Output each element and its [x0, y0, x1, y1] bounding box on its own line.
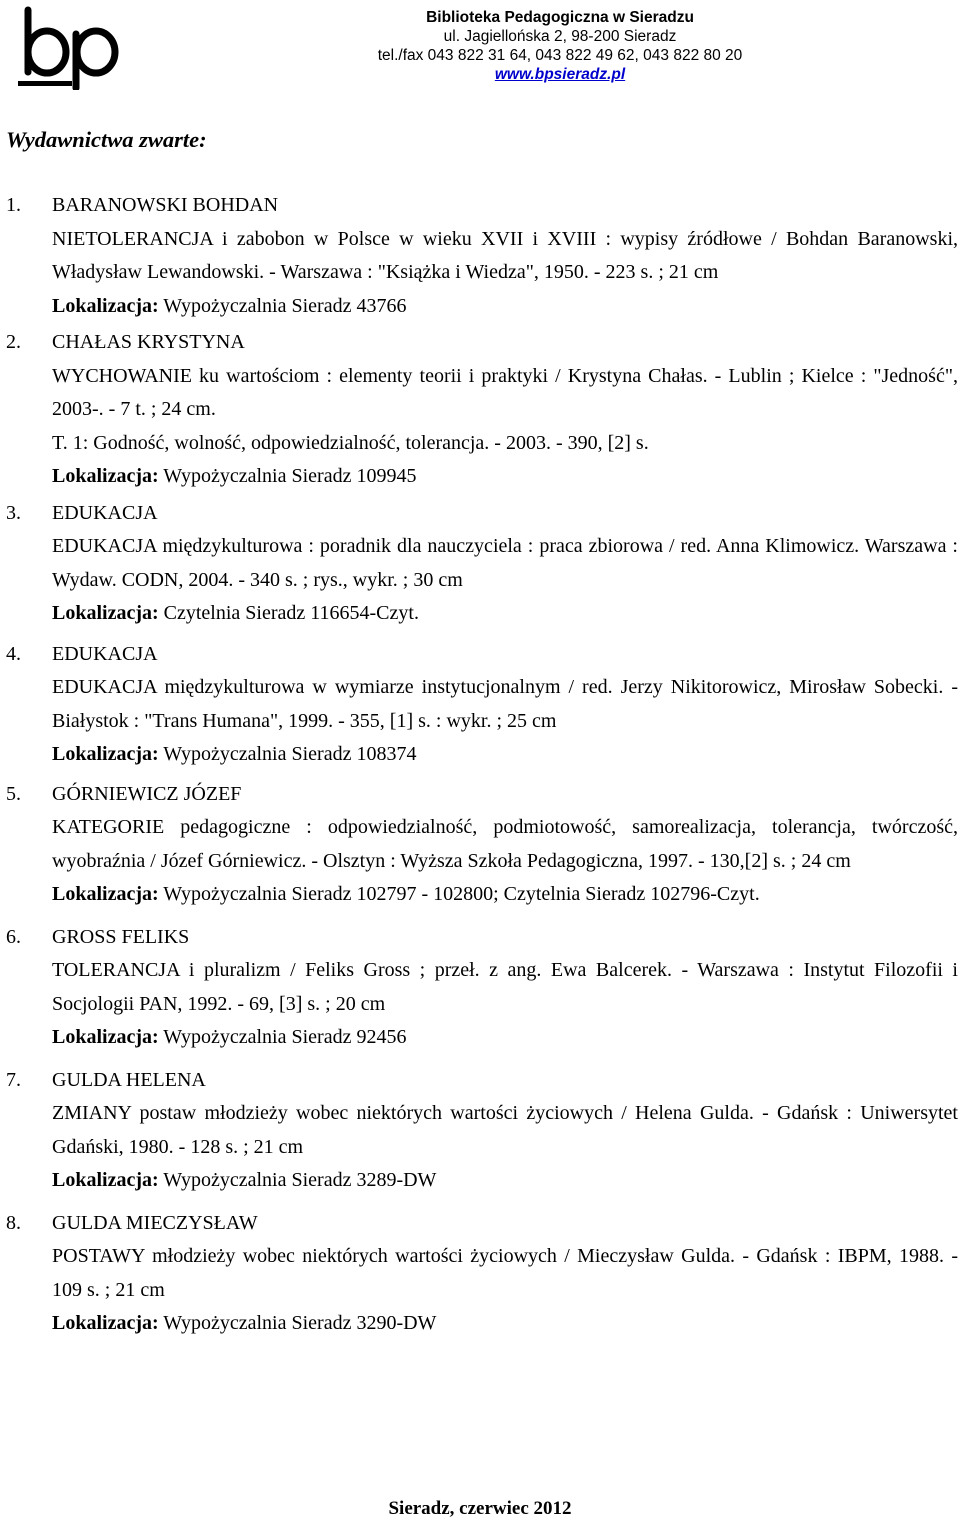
list-item	[0, 189, 960, 323]
entry-number: 7.	[6, 1068, 21, 1091]
entry-number: 8.	[6, 1211, 21, 1234]
entry-number: 4.	[6, 642, 21, 665]
entry-location	[52, 290, 958, 324]
list-item	[0, 326, 960, 494]
entry-description: ZMIANY postaw młodzieży wobec niektórych wartości życiowych / Helena Gulda. - Gdańsk : Uniwersytet Gdański, 1980. - 128 s. ; 21 cm	[52, 1102, 958, 1158]
list-item	[0, 921, 960, 1055]
location-label: Lokalizacja:	[52, 294, 159, 317]
location-label: Lokalizacja:	[52, 465, 159, 487]
entry-location	[52, 1021, 958, 1055]
location-label: Lokalizacja:	[52, 883, 159, 905]
library-phone: tel./fax 043 822 31 64, 043 822 49 62, 043 822 80 20	[377, 47, 743, 64]
entry-number: 5.	[6, 782, 21, 805]
entry-author: CHAŁAS KRYSTYNA	[52, 331, 245, 353]
list-item	[0, 638, 960, 772]
bibliography-list	[0, 189, 960, 1341]
location-value: Wypożyczalnia Sieradz 108374	[163, 743, 417, 765]
list-item	[0, 1064, 960, 1198]
library-website-link[interactable]: www.bpsieradz.pl	[494, 66, 626, 83]
list-item	[0, 1207, 960, 1341]
location-label: Lokalizacja:	[52, 1169, 159, 1191]
entry-description: NIETOLERANCJA i zabobon w Polsce w wieku XVII i XVIII : wypisy źródłowe / Bohdan Baranowski, Władysław Lewandowski. - Warszawa : "Książka i Wiedza", 1950. - 223 s. ; 21 cm	[52, 227, 958, 283]
entry-author: GULDA MIECZYSŁAW	[52, 1211, 258, 1234]
location-value: Wypożyczalnia Sieradz 3290-DW	[163, 1312, 437, 1334]
entry-description: KATEGORIE pedagogiczne : odpowiedzialność, podmiotowość, samorealizacja, tolerancja, twórczość, wyobraźnia / Józef Górniewicz. - Olsztyn : Wyższa Szkoła Pedagogiczna, 1997. - 130,[2] s. ; 24 cm	[52, 816, 958, 872]
location-label: Lokalizacja:	[52, 1312, 159, 1334]
entry-author: BARANOWSKI BOHDAN	[52, 194, 279, 216]
entry-number: 3.	[6, 501, 21, 524]
entry-location	[52, 1164, 958, 1198]
entry-description: WYCHOWANIE ku wartościom : elementy teorii i praktyki / Krystyna Chałas. - Lublin ; Kielce : "Jedność", 2003-. - 7 t. ; 24 cm.	[52, 364, 958, 420]
location-value: Wypożyczalnia Sieradz 43766	[163, 294, 407, 317]
location-value: Wypożyczalnia Sieradz 102797 - 102800; Czytelnia Sieradz 102796-Czyt.	[163, 883, 760, 905]
entry-description: TOLERANCJA i pluralizm / Feliks Gross ; przeł. z ang. Ewa Balcerek. - Warszawa : Instytut Filozofii i Socjologii PAN, 1992. - 69, [3] s. ; 20 cm	[52, 959, 958, 1015]
location-label: Lokalizacja:	[52, 743, 159, 765]
list-item	[0, 778, 960, 912]
entry-author: GÓRNIEWICZ JÓZEF	[52, 782, 242, 805]
location-value: Czytelnia Sieradz 116654-Czyt.	[163, 602, 419, 624]
library-name: Biblioteka Pedagogiczna w Sieradzu	[426, 9, 694, 26]
entry-location	[52, 738, 958, 772]
entry-description: POSTAWY młodzieży wobec niektórych wartości życiowych / Mieczysław Gulda. - Gdańsk : IBPM, 1988. - 109 s. ; 21 cm	[52, 1245, 958, 1301]
entry-number: 1.	[6, 194, 21, 216]
location-value: Wypożyczalnia Sieradz 109945	[163, 465, 417, 487]
entry-volume-note: T. 1: Godność, wolność, odpowiedzialność, tolerancja. - 2003. - 390, [2] s.	[52, 431, 649, 454]
section-title: Wydawnictwa zwarte:	[6, 127, 207, 152]
entry-location	[52, 597, 958, 631]
entry-location	[52, 878, 958, 912]
entry-description: EDUKACJA międzykulturowa w wymiarze instytucjonalnym / red. Jerzy Nikitorowicz, Mirosław Sobecki. - Białystok : "Trans Humana", 1999. - 355, [1] s. : wykr. ; 25 cm	[52, 676, 958, 732]
entry-author: EDUKACJA	[52, 501, 158, 524]
list-item	[0, 497, 960, 631]
entry-author: EDUKACJA	[52, 642, 158, 665]
entry-description: EDUKACJA międzykulturowa : poradnik dla nauczyciela : praca zbiorowa / red. Anna Klimowicz. Warszawa : Wydaw. CODN, 2004. - 340 s. ; rys., wykr. ; 30 cm	[52, 535, 958, 591]
entry-location	[52, 460, 958, 494]
location-value: Wypożyczalnia Sieradz 3289-DW	[163, 1169, 437, 1191]
location-value: Wypożyczalnia Sieradz 92456	[163, 1026, 407, 1048]
entry-author: GULDA HELENA	[52, 1068, 206, 1091]
entry-number: 6.	[6, 925, 21, 948]
entry-author: GROSS FELIKS	[52, 925, 190, 948]
library-header	[240, 8, 880, 84]
entry-number: 2.	[6, 331, 21, 353]
footer-place-date: Sieradz, czerwiec 2012	[388, 1498, 572, 1519]
location-label: Lokalizacja:	[52, 1026, 159, 1048]
entry-location	[52, 1307, 958, 1341]
library-logo	[14, 4, 128, 90]
library-address: ul. Jagiellońska 2, 98-200 Sieradz	[443, 28, 677, 45]
location-label: Lokalizacja:	[52, 602, 159, 624]
